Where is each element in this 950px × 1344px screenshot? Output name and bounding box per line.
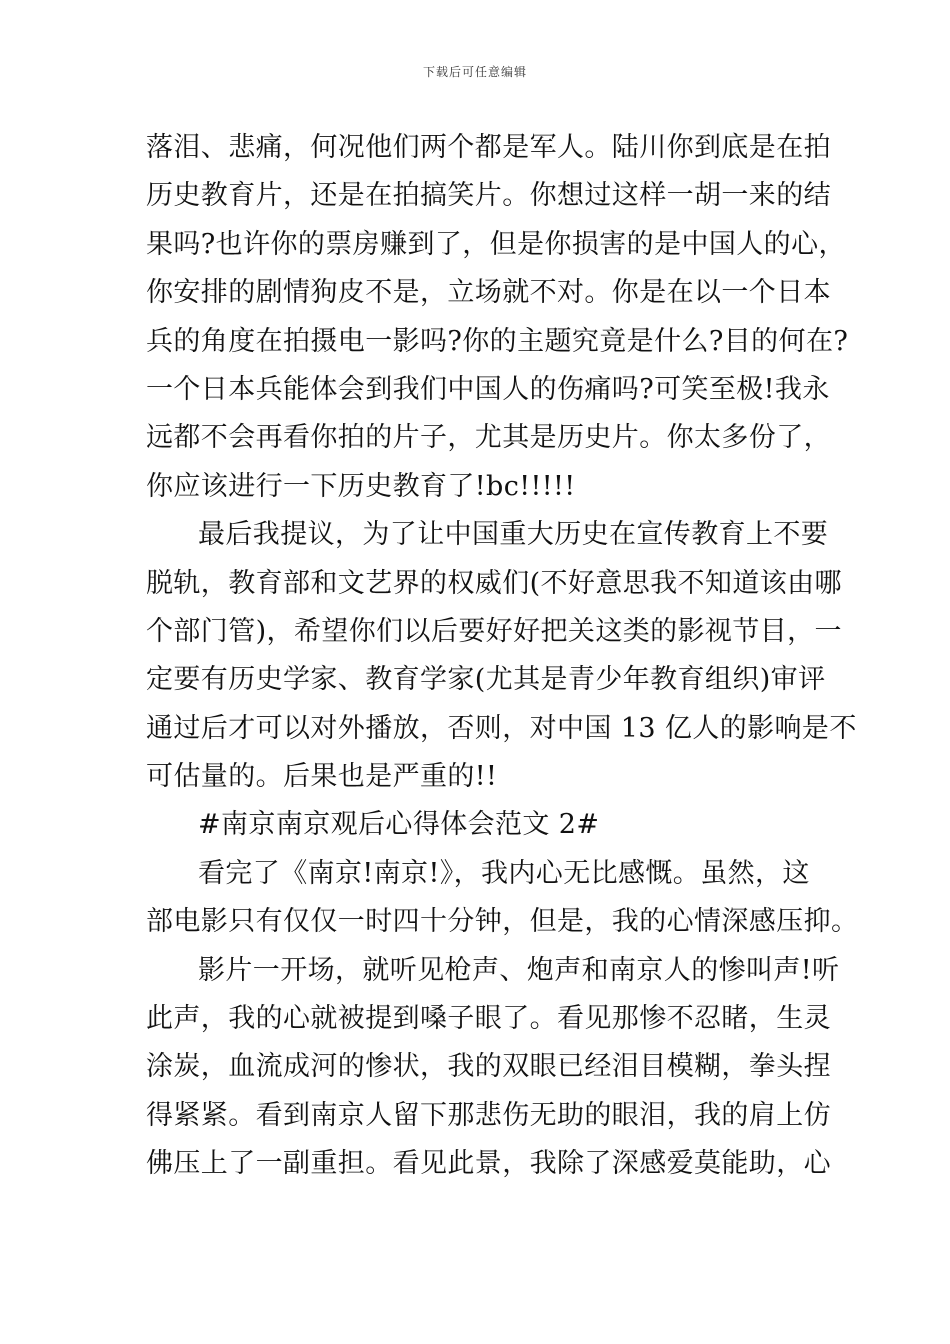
text-line: 个部门管)，希望你们以后要好好把关这类的影视节目，一 <box>146 615 842 647</box>
section-heading: #南京南京观后心得体会范文 2# <box>198 809 600 841</box>
text-line: 你应该进行一下历史教育了!bc!!!!! <box>146 470 576 502</box>
text-line: 可估量的。后果也是严重的!! <box>146 761 498 793</box>
text-line: 部电影只有仅仅一时四十分钟，但是，我的心情深感压抑。 <box>146 906 859 938</box>
text-line: 脱轨，教育部和文艺界的权威们(不好意思我不知道该由哪 <box>146 567 842 599</box>
text-line: 通过后才可以对外播放，否则，对中国 13 亿人的影响是不 <box>146 712 857 744</box>
text-line: 落泪、悲痛，何况他们两个都是军人。陆川你到底是在拍 <box>146 132 831 163</box>
text-line: 涂炭，血流成河的惨状，我的双眼已经泪目模糊，拳头捏 <box>146 1051 831 1083</box>
text-line: 一个日本兵能体会到我们中国人的伤痛吗?可笑至极!我永 <box>146 373 830 405</box>
document-body <box>146 124 859 1189</box>
text-line: 你安排的剧情狗皮不是，立场就不对。你是在以一个日本 <box>146 277 831 309</box>
text-line: 得紧紧。看到南京人留下那悲伤无助的眼泪，我的肩上仿 <box>146 1099 831 1131</box>
text-line: 历史教育片，还是在拍搞笑片。你想过这样一胡一来的结 <box>146 180 831 212</box>
paragraph-start-line: 影片一开场，就听见枪声、炮声和南京人的惨叫声!听 <box>198 954 840 986</box>
text-line: 果吗?也许你的票房赚到了，但是你损害的是中国人的心， <box>146 228 846 260</box>
paragraph-start-line: 最后我提议，为了让中国重大历史在宣传教育上不要 <box>198 519 829 551</box>
text-line: 定要有历史学家、教育学家(尤其是青少年教育组织)审评 <box>146 664 826 696</box>
text-line: 此声，我的心就被提到嗓子眼了。看见那惨不忍睹，生灵 <box>146 1003 831 1035</box>
page-header-note: 下载后可任意编辑 <box>422 65 527 79</box>
text-line: 远都不会再看你拍的片子，尤其是历史片。你太多份了， <box>146 422 831 454</box>
text-line: 佛压上了一副重担。看见此景，我除了深感爱莫能助，心 <box>146 1148 831 1180</box>
paragraph-start-line: 看完了《南京!南京!》，我内心无比感慨。虽然，这 <box>198 857 810 889</box>
text-line: 兵的角度在拍摄电一影吗?你的主题究竟是什么?目的何在? <box>146 325 849 357</box>
